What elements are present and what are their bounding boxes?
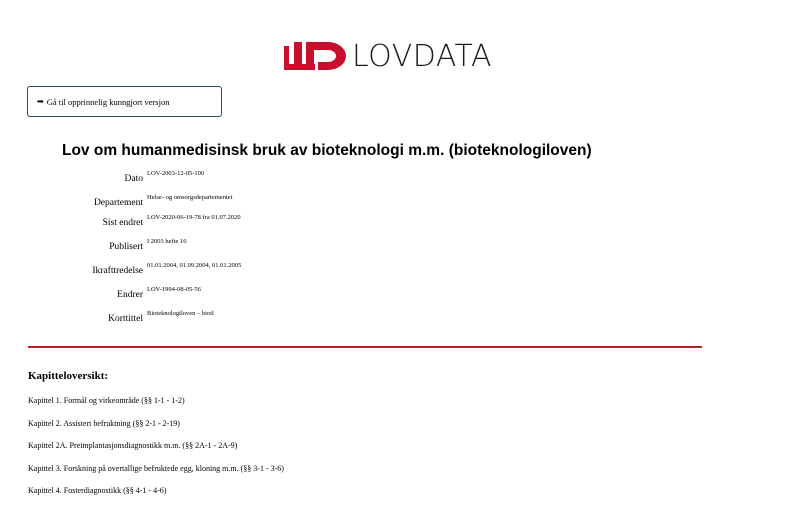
toc-item-chapter-2[interactable]: Kapittel 2. Assistert befruktning (§§ 2-1 - 2-19)	[28, 418, 180, 428]
document-title: Lov om humanmedisinsk bruk av bioteknologi m.m. (bioteknologiloven)	[62, 142, 592, 159]
metadata-row-dato	[0, 170, 400, 190]
toc-item-chapter-4[interactable]: Kapittel 4. Fosterdiagnostikk (§§ 4-1 - 4-6)	[28, 486, 167, 495]
original-version-label: Gå til opprinnelig kunngjort versjon	[46, 96, 170, 107]
metadata-label: Publisert	[109, 242, 143, 252]
metadata-value: I 2003 hefte 16	[147, 238, 187, 245]
metadata-label: Dato	[124, 174, 143, 184]
toc-item-chapter-1[interactable]: Kapittel 1. Formål og virkeområde (§§ 1-1 - 1-2)	[28, 396, 185, 405]
metadata-value: 01.01.2004, 01.09.2004, 01.01.2005	[147, 262, 242, 269]
metadata-row-publisert	[0, 238, 400, 258]
metadata-label: Sist endret	[102, 218, 143, 228]
lovdata-ld-mark-icon	[284, 42, 346, 72]
toc-item-chapter-2a[interactable]: Kapittel 2A. Preimplantasjonsdiagnostikk m.m. (§§ 2A-1 - 2A-9)	[28, 441, 238, 450]
metadata-row-endrer	[0, 286, 400, 306]
metadata-row-departement	[0, 194, 400, 214]
toc-heading: Kapitteloversikt:	[28, 370, 109, 382]
metadata-value[interactable]: LOV-2020-06-19-78 fra 01.07.2020	[147, 214, 241, 221]
metadata-row-korttittel	[0, 310, 400, 330]
metadata-label: Endrer	[117, 290, 143, 300]
toc-list	[28, 396, 284, 509]
section-divider	[28, 346, 702, 348]
metadata-label: Departement	[93, 198, 143, 208]
metadata-label: Ikrafttredelse	[92, 266, 143, 276]
metadata-value: Helse- og omsorgsdepartementet	[147, 194, 233, 201]
toc-item-chapter-3[interactable]: Kapittel 3. Forskning på overtallige befruktede egg, kloning m.m. (§§ 3-1 - 3-6)	[28, 463, 284, 473]
metadata-row-sist-endret	[0, 214, 400, 234]
metadata-value: Bioteknologiloven – biotl	[147, 310, 214, 317]
metadata-value[interactable]: LOV-1994-08-05-56	[147, 286, 201, 293]
metadata-value[interactable]: LOV-2003-12-05-100	[147, 170, 205, 177]
metadata-row-ikrafttredelse	[0, 262, 400, 282]
lovdata-logo[interactable]	[284, 40, 492, 74]
arrow-right-icon: ➡	[37, 97, 44, 106]
original-version-button[interactable]	[27, 86, 222, 117]
logo-text: LOVDATA	[352, 39, 493, 74]
metadata-label: Korttittel	[108, 314, 143, 324]
